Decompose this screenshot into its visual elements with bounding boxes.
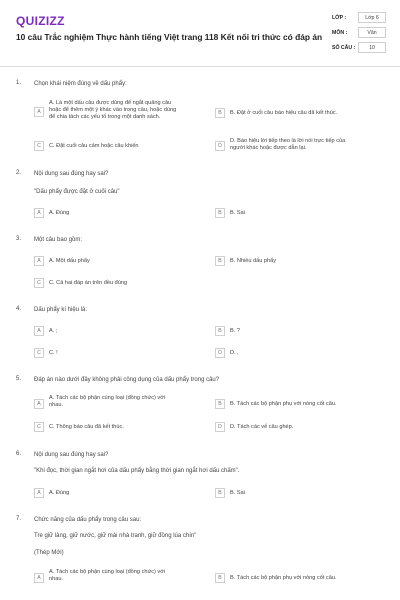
question-quote: Tre giữ làng, giữ nước, giữ mái nhà tranh, giữ đồng lúa chín" <box>34 533 197 539</box>
option-line: B. Tách các bộ phận phụ với nòng cốt câu. <box>230 575 337 581</box>
option-letter: D <box>215 422 225 432</box>
option-a[interactable] <box>34 100 214 124</box>
meta-value-class: Lớp 6 <box>358 12 386 23</box>
option-b[interactable] <box>215 208 385 232</box>
meta-key: SỐ CÂU : <box>332 45 356 51</box>
option-letter: A <box>34 399 44 409</box>
option-line: nhau. <box>49 576 63 582</box>
option-line: A. Là một dấu câu được dùng để ngắt quãng câu <box>49 100 172 106</box>
question-source: (Thép Mới) <box>34 550 64 556</box>
quizizz-logo: QUIZIZZ <box>16 14 65 28</box>
option-line: hoặc để thêm một ý khác vào trong câu, hoặc dùng <box>49 107 177 113</box>
option-a[interactable] <box>34 488 214 512</box>
option-c[interactable] <box>34 348 214 372</box>
option-d[interactable] <box>215 422 385 446</box>
question-text: Đáp án nào dưới đây không phải công dụng của dấu phẩy trong câu? <box>34 377 220 383</box>
option-line: C. ! <box>49 350 58 356</box>
meta-row-class <box>332 12 388 26</box>
option-line: A. ; <box>49 328 58 334</box>
option-line: D. , <box>230 350 239 356</box>
meta-value-count: 10 <box>358 42 386 53</box>
question-quote: "Dấu phẩy được đặt ở cuối câu" <box>34 189 120 195</box>
meta-panel <box>332 12 388 57</box>
option-line: A. Đúng <box>49 210 70 216</box>
option-letter: C <box>34 141 44 151</box>
option-letter: A <box>34 573 44 583</box>
option-a[interactable] <box>34 208 214 232</box>
document-header <box>0 0 400 67</box>
option-line: C. Thông báo câu đã kết thúc. <box>49 424 124 430</box>
meta-key: LỚP : <box>332 15 347 21</box>
option-line: C. Đặt cuối câu cảm hoặc câu khiến <box>49 143 139 149</box>
option-letter: A <box>34 107 44 117</box>
option-letter: A <box>34 256 44 266</box>
option-line: A. Tách các bộ phận cùng loại (đồng chức) với <box>49 569 166 575</box>
option-c[interactable] <box>34 422 214 446</box>
option-letter: D <box>215 348 225 358</box>
option-line: B. Sai <box>230 490 245 496</box>
question-text: Nội dung sau đúng hay sai? <box>34 171 109 177</box>
question-number: 1. <box>16 80 22 86</box>
option-b[interactable] <box>215 100 385 124</box>
option-b[interactable] <box>215 256 385 280</box>
option-b[interactable] <box>215 568 385 592</box>
document-title: 10 câu Trắc nghiệm Thực hành tiếng Việt trang 118 Kết nối tri thức có đáp án <box>16 32 323 42</box>
question-text: Chức năng của dấu phẩy trong câu sau: <box>34 517 142 523</box>
option-line: B. ? <box>230 328 240 334</box>
meta-key: MÔN : <box>332 30 348 36</box>
option-d[interactable] <box>215 348 385 372</box>
question-number: 7. <box>16 516 22 522</box>
option-letter: B <box>215 108 225 118</box>
option-b[interactable] <box>215 326 385 350</box>
question-number: 5. <box>16 376 22 382</box>
option-line: D. Báo hiệu lời tiếp theo là lời nói trực tiếp của <box>230 138 346 144</box>
question-quote: "Khi đọc, thời gian ngắt hơi của dấu phẩy bằng thời gian ngắt hơi dấu chấm". <box>34 468 240 474</box>
option-letter: C <box>34 348 44 358</box>
option-letter: D <box>215 141 225 151</box>
option-line: B. Sai <box>230 210 245 216</box>
option-a[interactable] <box>34 256 214 280</box>
option-a[interactable] <box>34 394 214 418</box>
question-text: Nội dung sau đúng hay sai? <box>34 452 109 458</box>
option-line: để chia tách các yếu tố trong một danh sách. <box>49 114 161 120</box>
question-number: 3. <box>16 236 22 242</box>
option-letter: C <box>34 278 44 288</box>
option-letter: B <box>215 208 225 218</box>
option-line: A. Tách các bộ phận cùng loại (đồng chức) với <box>49 395 166 401</box>
option-line: A. Đúng <box>49 490 70 496</box>
option-line: D. Tách các vế câu ghép. <box>230 424 294 430</box>
option-c[interactable] <box>34 138 214 162</box>
option-line: người khác hoặc được dẫn lại. <box>230 145 307 151</box>
option-c[interactable] <box>34 278 214 302</box>
option-a[interactable] <box>34 568 214 592</box>
option-line: B. Nhiều dấu phẩy <box>230 258 277 264</box>
question-number: 6. <box>16 451 22 457</box>
option-line: B. Tách các bộ phận phụ với nòng cốt câu. <box>230 401 337 407</box>
option-letter: C <box>34 422 44 432</box>
option-letter: A <box>34 488 44 498</box>
meta-row-subject <box>332 27 388 41</box>
option-b[interactable] <box>215 394 385 418</box>
option-letter: B <box>215 573 225 583</box>
question-text: Một câu bao gồm: <box>34 237 83 243</box>
meta-value-subject: Văn <box>358 27 386 38</box>
option-letter: A <box>34 326 44 336</box>
option-line: B. Đặt ở cuối câu báo hiệu câu đã kết thúc. <box>230 110 338 116</box>
option-letter: B <box>215 488 225 498</box>
option-letter: B <box>215 256 225 266</box>
option-line: A. Một dấu phẩy <box>49 258 90 264</box>
question-text: Dấu phẩy kí hiệu là: <box>34 307 88 313</box>
option-letter: B <box>215 326 225 336</box>
question-text: Chọn khái niệm đúng về dấu phẩy: <box>34 81 127 87</box>
option-d[interactable] <box>215 136 385 160</box>
option-line: C. Cả hai đáp án trên đều đúng <box>49 280 128 286</box>
option-a[interactable] <box>34 326 214 350</box>
option-b[interactable] <box>215 488 385 512</box>
meta-row-count <box>332 42 388 56</box>
option-letter: A <box>34 208 44 218</box>
option-line: nhau. <box>49 402 63 408</box>
question-number: 4. <box>16 306 22 312</box>
option-letter: B <box>215 399 225 409</box>
question-number: 2. <box>16 170 22 176</box>
